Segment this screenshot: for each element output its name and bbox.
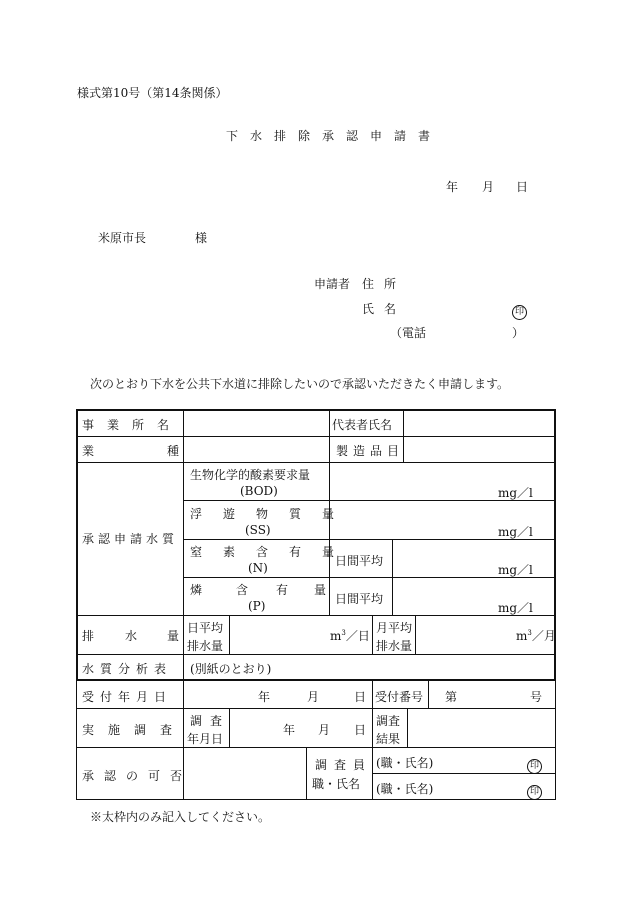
discharge-label-2: 水 (125, 629, 138, 643)
receipt-no-prefix: 第 (445, 690, 458, 704)
monthly-discharge-unit: $m^3/$月 (516, 629, 556, 643)
survey-date-label-1: 調査 (190, 714, 231, 728)
ss-unit: mg／l (498, 525, 533, 539)
p-label-3: 有 (276, 583, 289, 597)
p-value-field[interactable] (395, 580, 495, 612)
product-label: 製造品目 (336, 444, 405, 458)
ss-code: (SS) (245, 523, 271, 537)
addressee-honorific: 様 (195, 231, 208, 245)
date-day-label: 日 (516, 180, 529, 194)
approval-label: 承認の可否 (82, 769, 193, 783)
survey-date-label-2: 年月日 (187, 732, 224, 746)
receipt-date-label: 受付年月日 (82, 690, 173, 704)
bod-label: 生物化学的酸素要求量 (190, 468, 311, 482)
addressee: 米原市長 (98, 231, 147, 245)
product-field[interactable] (407, 439, 553, 459)
applicant-name-label: 氏名 (362, 302, 407, 316)
analysis-value: (別紙のとおり) (190, 662, 272, 676)
daily-avg-discharge-label-2: 排水量 (187, 639, 224, 653)
industry-label-1: 業 (82, 444, 95, 458)
applicant-phone-label: （電話 (390, 326, 427, 340)
inspector-label-2: 職・氏名 (312, 777, 361, 791)
business-name-label: 事業所名 (82, 418, 183, 432)
survey-result-label-1: 調査 (376, 714, 401, 728)
daily-avg-discharge-label-1: 日平均 (187, 621, 224, 635)
n-value-field[interactable] (395, 542, 495, 574)
daily-discharge-field[interactable] (232, 618, 327, 651)
staff-seal-icon-2: 印 (527, 779, 542, 800)
receipt-day: 日 (354, 690, 367, 704)
n-daily-avg-label: 日間平均 (335, 554, 384, 568)
analysis-label: 水質分析表 (82, 662, 173, 676)
document-title (226, 127, 443, 144)
industry-field[interactable] (186, 439, 326, 459)
staff-name-2: (職・氏名) (376, 782, 434, 796)
survey-day: 日 (354, 723, 367, 737)
p-code: (P) (248, 599, 266, 613)
bod-value-field[interactable] (332, 465, 492, 497)
receipt-year: 年 (258, 690, 271, 704)
p-unit: mg／l (498, 601, 533, 615)
survey-month: 月 (318, 723, 331, 737)
industry-label: 種 (167, 444, 180, 458)
p-label-4: 量 (314, 583, 327, 597)
quality-label: 承認申請水質 (82, 532, 179, 546)
receipt-no-label: 受付番号 (375, 690, 424, 704)
bod-code: (BOD) (240, 484, 278, 498)
n-code: (N) (248, 561, 268, 575)
discharge-label-1: 排 (82, 629, 95, 643)
footnote: ※太枠内のみ記入してください。 (90, 810, 271, 824)
intro-text: 次のとおり下水を公共下水道に排除したいので承認いただきたく申請します。 (90, 377, 510, 391)
representative-field[interactable] (407, 416, 553, 432)
survey-result-label-2: 結果 (376, 732, 401, 746)
ss-label: 浮遊物質量 (190, 507, 356, 521)
date-year-label: 年 (446, 180, 459, 194)
monthly-discharge-field[interactable] (418, 618, 513, 651)
representative-label: 代表者氏名 (332, 418, 393, 432)
staff-name-1: (職・氏名) (376, 756, 434, 770)
bod-unit: mg／l (498, 486, 533, 500)
staff-seal-icon-1: 印 (527, 753, 542, 774)
receipt-no-suffix: 号 (530, 690, 543, 704)
business-name-field[interactable] (186, 413, 326, 433)
applicant-address-label: 住所 (362, 277, 407, 291)
date-month-label: 月 (482, 180, 495, 194)
daily-discharge-unit: $m^3/$日 (330, 629, 370, 643)
receipt-month: 月 (307, 690, 320, 704)
n-unit: mg／l (498, 563, 533, 577)
document-title-text: 下水排除承認申請書 (226, 129, 443, 143)
ss-value-field[interactable] (332, 503, 492, 536)
p-label-1: 燐 (190, 583, 203, 597)
applicant-phone-close: ） (512, 326, 525, 340)
survey-year: 年 (283, 723, 296, 737)
p-daily-avg-label: 日間平均 (335, 592, 384, 606)
p-label-2: 含 (236, 583, 249, 597)
inspector-label-1: 調査員 (315, 758, 373, 772)
inspection-label: 実施調査 (82, 723, 187, 737)
applicant-label: 申請者 (314, 277, 351, 291)
discharge-label-3: 量 (167, 629, 180, 643)
form-number: 様式第10号（第14条関係） (77, 86, 228, 100)
monthly-avg-discharge-label-2: 排水量 (376, 639, 413, 653)
monthly-avg-discharge-label-1: 月平均 (376, 621, 413, 635)
seal-icon: 印 (512, 299, 527, 320)
n-label: 窒素含有量 (190, 545, 356, 559)
